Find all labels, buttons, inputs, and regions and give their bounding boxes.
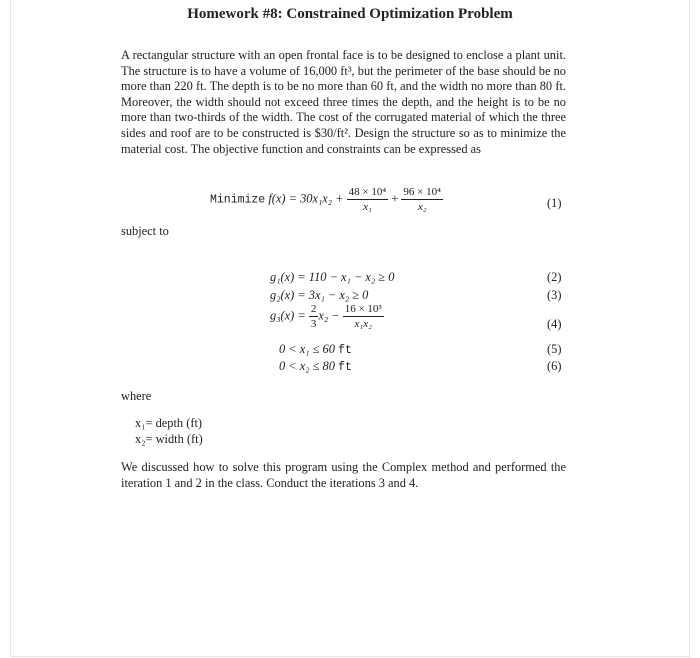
equation-number-6: (6) (547, 359, 562, 373)
g3-fraction-b-denominator: x₁x₂ (354, 318, 372, 330)
objective-plus: + (391, 191, 399, 206)
g3-fraction-a (309, 303, 319, 330)
equation-number-3: (3) (547, 288, 562, 302)
g3-middle: x₂ − (318, 308, 340, 323)
objective-function (210, 186, 443, 213)
closing-statement: We discussed how to solve this program using the Complex method and performed the iteration 1 and 2 in the class. Conduct the iterations 3 and 4. (121, 460, 566, 490)
fraction-1-numerator: 48 × 10⁴ (348, 186, 387, 198)
definition-x1: x₁= depth (ft) (135, 416, 203, 430)
equation-number-5: (5) (547, 342, 562, 356)
where-label: where (121, 389, 152, 403)
fraction-1-denominator: x₁ (363, 201, 372, 213)
g3-fraction-b (343, 303, 384, 330)
minimize-label: Minimize (210, 193, 266, 207)
x1-bounds-unit: ft (338, 344, 352, 357)
constraint-x2-bounds (279, 359, 352, 374)
x2-bounds-unit: ft (338, 361, 352, 374)
objective-fraction-2 (401, 186, 443, 213)
x2-bounds-text: 0 < x₂ ≤ 80 (279, 359, 335, 373)
objective-fraction-1 (347, 186, 389, 213)
g3-fraction-a-numerator: 2 (310, 303, 317, 315)
problem-statement: A rectangular structure with an open frontal face is to be designed to enclose a plant unit. The structure is to have a volume of 16,000 ft³, but the perimeter of the base should be no more than 220 ft. The depth is to be no more than 60 ft, and the width no more than 80 ft. Moreover, the width should not exceed three times the depth, and the height is to be no more than two-thirds of the width. The cost of the corrugated material of which the three sides and roof are to be constructed is $30/ft². Design the structure so as to minimize the material cost. The objective function and constraints can be expressed as (121, 48, 566, 156)
x1-bounds-text: 0 < x₁ ≤ 60 (279, 342, 335, 356)
equation-number-2: (2) (547, 270, 562, 284)
definition-x2: x₂= width (ft) (135, 432, 203, 446)
constraint-g1: g₁(x) = 110 − x₁ − x₂ ≥ 0 (270, 270, 395, 284)
g3-fraction-a-denominator: 3 (310, 318, 317, 330)
fraction-2-denominator: x₂ (417, 201, 427, 213)
objective-lhs: f(x) = 30x₁x₂ + (268, 191, 344, 206)
constraint-x1-bounds (279, 342, 352, 357)
page-title: Homework #8: Constrained Optimization Problem (187, 6, 513, 22)
g3-fraction-b-numerator: 16 × 10³ (344, 303, 382, 315)
equation-number-4: (4) (547, 317, 562, 331)
g3-lhs: g₃(x) = (270, 308, 306, 323)
constraint-g3 (270, 303, 384, 330)
fraction-2-numerator: 96 × 10⁴ (403, 186, 441, 198)
equation-number-1: (1) (547, 196, 562, 210)
constraint-g2: g₂(x) = 3x₁ − x₂ ≥ 0 (270, 288, 369, 302)
subject-to-label: subject to (121, 224, 169, 238)
